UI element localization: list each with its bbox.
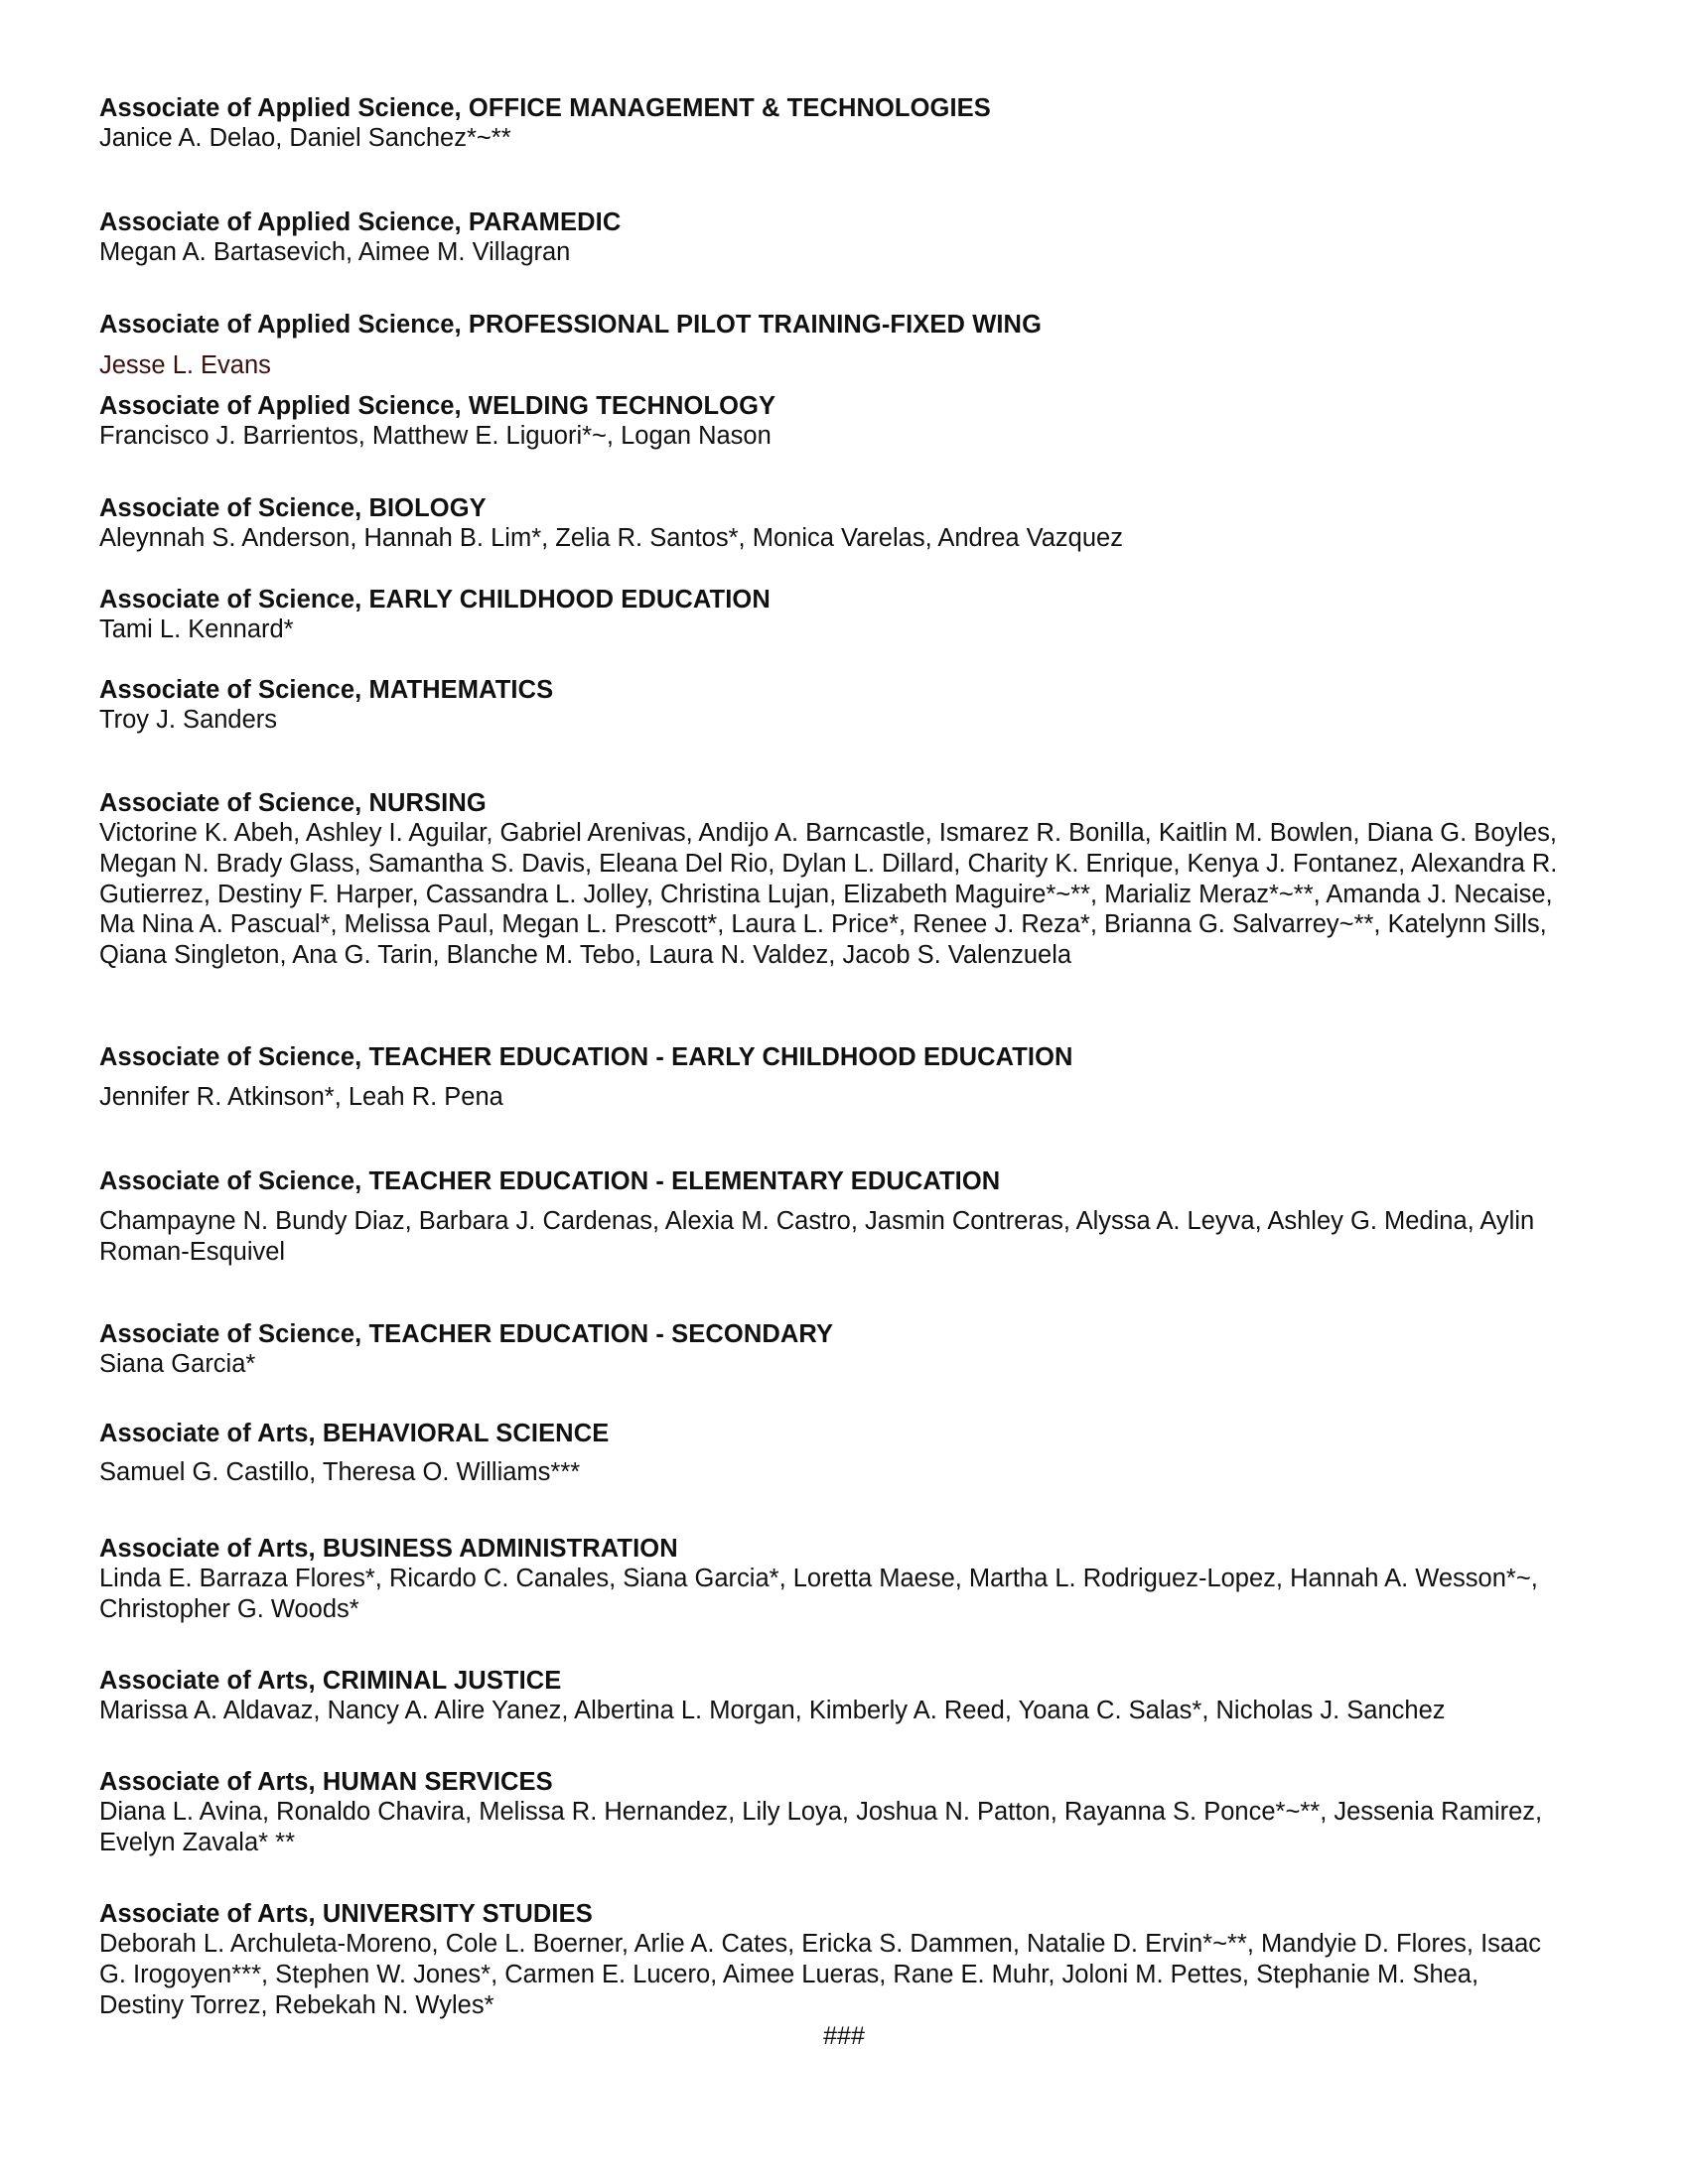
section-paramedic bbox=[99, 207, 1589, 268]
section-heading: Associate of Science, BIOLOGY bbox=[99, 494, 487, 522]
graduate-names: Victorine K. Abeh, Ashley I. Aguilar, Gabriel Arenivas, Andijo A. Barncastle, Ismarez R. Bonilla, Kaitlin M. Bowlen, Diana G. Boyles, Megan N. Brady Glass, Samantha S. Davis, Eleana Del Rio, Dylan L. Dillard, Charity K. Enrique, Kenya J. Fontanez, Alexandra R. Gutierrez, Destiny F. Harper, Cassandra L. Jolley, Christina Lujan, Elizabeth Maguire*~**, Marializ Meraz*~**, Amanda J. Necaise, Ma Nina A. Pascual*, Melissa Paul, Megan L. Prescott*, Laura L. Price*, Renee J. Reza*, Brianna G. Salvarrey~**, Katelynn Sills, Qiana Singleton, Ana G. Tarin, Blanche M. Tebo, Laura N. Valdez, Jacob S. Valenzuela bbox=[99, 819, 1558, 970]
section-heading: Associate of Arts, BEHAVIORAL SCIENCE bbox=[99, 1420, 610, 1447]
graduate-names: Marissa A. Aldavaz, Nancy A. Alire Yanez, Albertina L. Morgan, Kimberly A. Reed, Yoana C. Salas*, Nicholas J. Sanchez bbox=[99, 1697, 1446, 1724]
graduate-names: Diana L. Avina, Ronaldo Chavira, Melissa R. Hernandez, Lily Loya, Joshua N. Patton, Rayanna S. Ponce*~**, Jessenia Ramirez, Evelyn Zavala* ** bbox=[99, 1798, 1543, 1856]
section-nursing bbox=[99, 788, 1589, 971]
end-marker: ### bbox=[823, 2022, 865, 2050]
graduate-names: Deborah L. Archuleta-Moreno, Cole L. Boerner, Arlie A. Cates, Ericka S. Dammen, Natalie D. Ervin*~**, Mandyie D. Flores, Isaac G. Irogoyen***, Stephen W. Jones*, Carmen E. Lucero, Aimee Lueras, Rane E. Muhr, Joloni M. Pettes, Stephanie M. Shea, Destiny Torrez, Rebekah N. Wyles* bbox=[99, 1930, 1542, 2019]
graduate-names: Jesse L. Evans bbox=[99, 351, 271, 379]
section-heading: Associate of Science, TEACHER EDUCATION - SECONDARY bbox=[99, 1320, 834, 1348]
section-heading: Associate of Applied Science, OFFICE MANAGEMENT & TECHNOLOGIES bbox=[99, 94, 991, 122]
graduate-names: Megan A. Bartasevich, Aimee M. Villagran bbox=[99, 238, 571, 266]
section-heading: Associate of Arts, UNIVERSITY STUDIES bbox=[99, 1900, 593, 1928]
section-teacher-ed-early-childhood bbox=[99, 1042, 1589, 1113]
graduate-names: Samuel G. Castillo, Theresa O. Williams*** bbox=[99, 1458, 581, 1486]
section-biology bbox=[99, 493, 1589, 554]
graduate-names: Siana Garcia* bbox=[99, 1350, 256, 1378]
section-heading: Associate of Science, NURSING bbox=[99, 789, 487, 817]
section-heading: Associate of Arts, BUSINESS ADMINISTRATION bbox=[99, 1535, 678, 1563]
graduate-names: Tami L. Kennard* bbox=[99, 615, 294, 643]
graduate-names: Jennifer R. Atkinson*, Leah R. Pena bbox=[99, 1083, 503, 1111]
section-teacher-ed-secondary bbox=[99, 1319, 1589, 1380]
graduate-names: Aleynnah S. Anderson, Hannah B. Lim*, Zelia R. Santos*, Monica Varelas, Andrea Vazquez bbox=[99, 524, 1123, 552]
graduate-names: Champayne N. Bundy Diaz, Barbara J. Cardenas, Alexia M. Castro, Jasmin Contreras, Alyssa A. Leyva, Ashley G. Medina, Aylin Roman-Esquivel bbox=[99, 1207, 1535, 1266]
section-office-management bbox=[99, 93, 1589, 154]
section-behavioral-science bbox=[99, 1419, 1589, 1488]
section-heading: Associate of Science, EARLY CHILDHOOD EDUCATION bbox=[99, 586, 771, 614]
section-heading: Associate of Science, TEACHER EDUCATION - ELEMENTARY EDUCATION bbox=[99, 1167, 1001, 1195]
section-criminal-justice bbox=[99, 1666, 1628, 1726]
graduate-names: Troy J. Sanders bbox=[99, 706, 278, 734]
section-mathematics bbox=[99, 675, 1589, 736]
section-professional-pilot bbox=[99, 310, 1589, 381]
section-heading: Associate of Arts, HUMAN SERVICES bbox=[99, 1768, 553, 1796]
section-heading: Associate of Applied Science, PARAMEDIC bbox=[99, 208, 622, 236]
section-business-administration bbox=[99, 1534, 1569, 1625]
section-heading: Associate of Science, MATHEMATICS bbox=[99, 676, 554, 704]
section-heading: Associate of Applied Science, PROFESSIONAL PILOT TRAINING-FIXED WING bbox=[99, 311, 1043, 339]
graduate-names: Linda E. Barraza Flores*, Ricardo C. Canales, Siana Garcia*, Loretta Maese, Martha L. Rodriguez-Lopez, Hannah A. Wesson*~, Christopher G. Woods* bbox=[99, 1565, 1538, 1623]
section-university-studies bbox=[99, 1899, 1569, 2020]
graduate-names: Janice A. Delao, Daniel Sanchez*~** bbox=[99, 124, 511, 152]
graduate-names: Francisco J. Barrientos, Matthew E. Liguori*~, Logan Nason bbox=[99, 422, 772, 450]
section-heading: Associate of Science, TEACHER EDUCATION - EARLY CHILDHOOD EDUCATION bbox=[99, 1043, 1073, 1071]
section-early-childhood-education bbox=[99, 585, 1589, 645]
section-human-services bbox=[99, 1767, 1599, 1858]
section-welding-technology bbox=[99, 391, 1589, 452]
section-heading: Associate of Arts, CRIMINAL JUSTICE bbox=[99, 1667, 562, 1695]
section-heading: Associate of Applied Science, WELDING TECHNOLOGY bbox=[99, 392, 776, 420]
section-teacher-ed-elementary bbox=[99, 1166, 1549, 1268]
